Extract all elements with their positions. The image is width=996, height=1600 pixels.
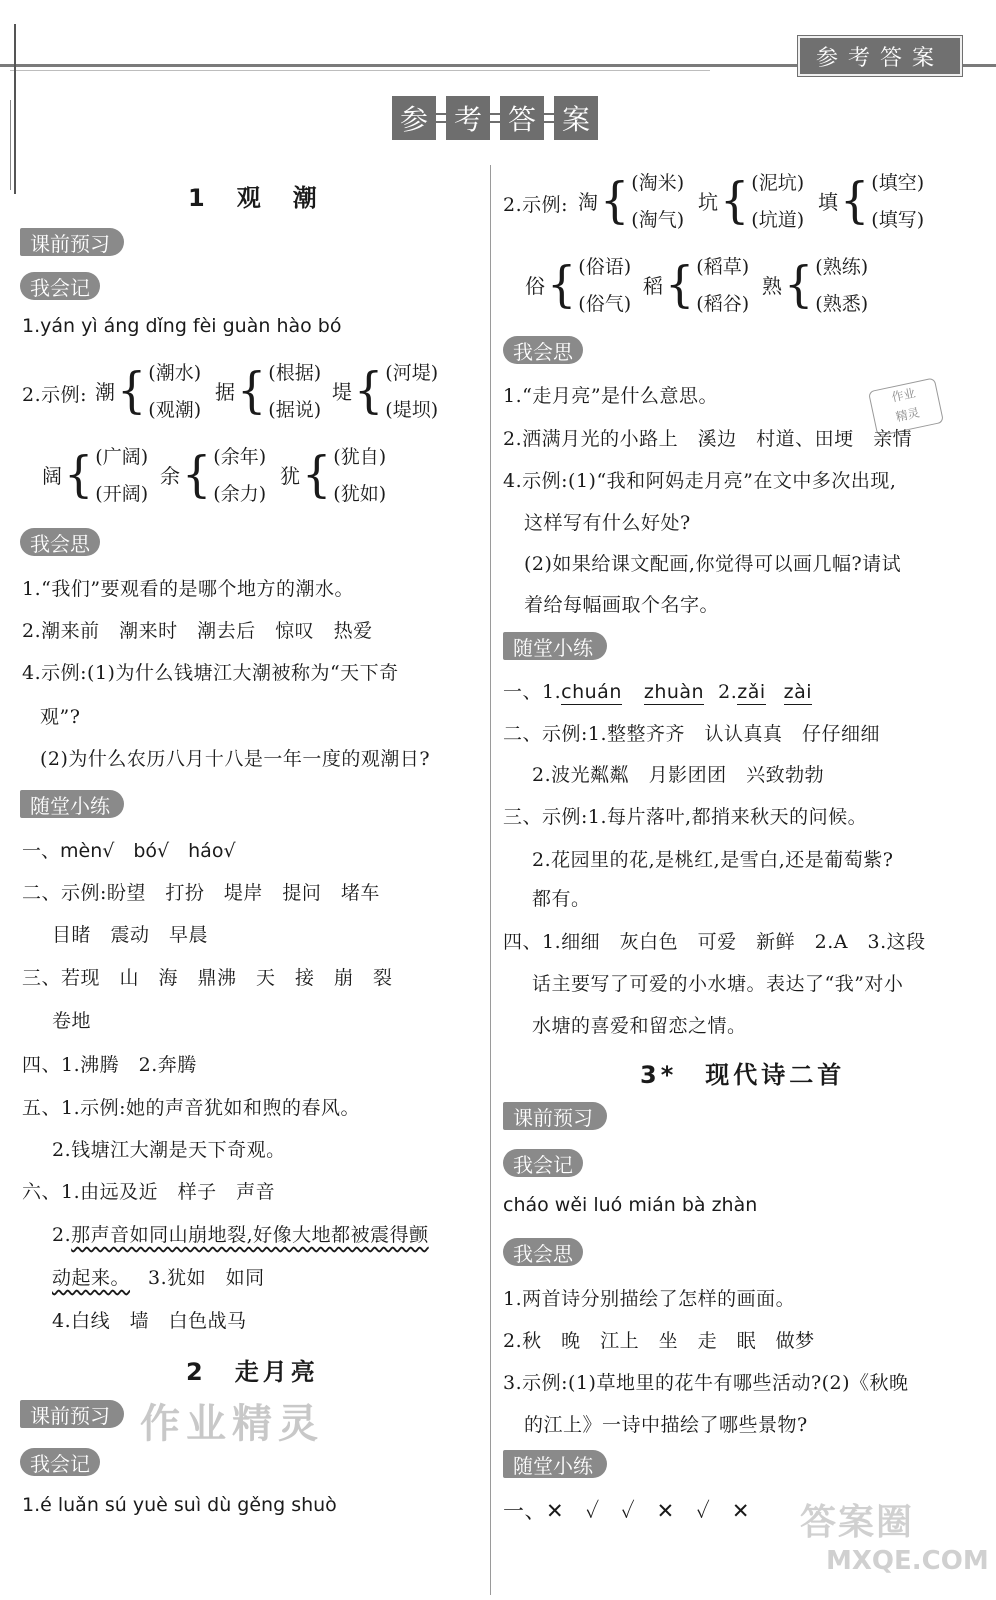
section-tag-practice: 随堂小练 [503, 632, 607, 660]
answer-line: 4.白线 墙 白色战马 [52, 1310, 247, 1332]
title-char: 考 [446, 96, 490, 140]
group-word: (熟悉) [815, 293, 869, 315]
word-group [160, 442, 266, 506]
answer-line: 六、1.由远及近 样子 声音 [22, 1181, 276, 1203]
brace-icon: { [665, 255, 695, 313]
pinyin-answer: zǎi [737, 681, 766, 703]
quoted-sentence: 动起来。 [52, 1267, 131, 1289]
word-group [332, 358, 438, 422]
word-group [762, 252, 868, 316]
brace-icon: { [302, 445, 332, 503]
group-char: 据 [215, 379, 235, 404]
answer-prefix: 2.示例: [22, 384, 88, 406]
answer-line: 三、示例:1.每片落叶,都捎来秋天的问候。 [503, 806, 868, 828]
section-tag-think: 我会思 [503, 336, 583, 364]
answer-line [52, 1263, 265, 1290]
word-group [818, 168, 924, 232]
column-divider [490, 165, 491, 1595]
answer-line: 四、1.细细 灰白色 可爱 新鲜 2.A 3.这段 [503, 931, 926, 953]
group-word: (熟练) [815, 256, 869, 278]
group-word: (淘米) [631, 172, 685, 194]
lesson-title: 2 走月亮 [186, 1358, 319, 1386]
quoted-sentence: 那声音如同山崩地裂,好像大地都被震得颤 [71, 1224, 429, 1246]
section-tag-practice: 随堂小练 [503, 1450, 607, 1478]
lesson-title: 3* 现代诗二首 [640, 1061, 846, 1089]
section-tag-think: 我会思 [503, 1238, 583, 1266]
answer-line: 1.两首诗分别描绘了怎样的画面。 [503, 1288, 796, 1310]
title-dash [436, 113, 446, 123]
group-word: (观潮) [148, 399, 202, 421]
watermark-url: MXQE.COM [826, 1546, 989, 1576]
pinyin-line: 1.yán yì áng dǐng fèi guàn hào bó [22, 315, 342, 337]
pinyin-line: cháo wěi luó mián bà zhàn [503, 1194, 758, 1216]
answer-prefix: 一、1. [503, 681, 562, 703]
answer-line: 卷地 [52, 1010, 92, 1032]
title-dash [544, 113, 554, 123]
answer-line: 二、示例:盼望 打扮 堤岸 提问 堵车 [22, 882, 380, 904]
brace-icon: { [354, 361, 384, 419]
watermark: 答案圈 [800, 1502, 915, 1543]
brace-icon: { [784, 255, 814, 313]
answer-line: 话主要写了可爱的小水塘。表达了“我”对小 [532, 973, 904, 995]
word-group [95, 358, 201, 422]
group-char: 阔 [42, 463, 62, 488]
answer-prefix: 2. [52, 1224, 72, 1246]
corner-tag: 参考答案 [798, 36, 962, 76]
group-word: (泥坑) [751, 172, 805, 194]
group-char: 俗 [525, 273, 545, 298]
answer-line: 4.示例:(1)“我和阿妈走月亮”在文中多次出现, [503, 470, 897, 492]
group-word: (河堤) [385, 362, 439, 384]
brace-icon: { [117, 361, 147, 419]
group-char: 填 [818, 189, 838, 214]
lesson-title: 1 观 潮 [188, 184, 321, 212]
brace-icon: { [64, 445, 94, 503]
word-group [42, 442, 148, 506]
section-tag-remember: 我会记 [20, 272, 100, 300]
answer-line: 4.示例:(1)为什么钱塘江大潮被称为“天下奇 [22, 662, 399, 684]
brace-icon: { [182, 445, 212, 503]
group-char: 淘 [578, 189, 598, 214]
title-char: 案 [554, 96, 598, 140]
stamp-text: 作业 [890, 385, 917, 405]
word-group [698, 168, 804, 232]
brace-icon: { [720, 171, 750, 229]
answer-prefix: 2.示例: [503, 194, 569, 216]
answer-line [52, 1220, 429, 1247]
word-group [280, 442, 386, 506]
answer-text: 3.犹如 如同 [148, 1267, 265, 1289]
pinyin-answer: chuán [561, 681, 622, 703]
group-word: (余年) [213, 446, 267, 468]
answer-line: 2.波光粼粼 月影团团 兴致勃勃 [532, 764, 825, 786]
section-tag-preview: 课前预习 [20, 228, 124, 256]
group-char: 潮 [95, 379, 115, 404]
answer-line: 着给每幅画取个名字。 [524, 594, 720, 616]
group-word: (根据) [268, 362, 322, 384]
answer-line: 水塘的喜爱和留恋之情。 [532, 1015, 747, 1037]
title-char: 参 [392, 96, 436, 140]
group-char: 熟 [762, 273, 782, 298]
answer-line: 1.“走月亮”是什么意思。 [503, 385, 719, 407]
answer-line: 3.示例:(1)草地里的花牛有哪些活动?(2)《秋晚 [503, 1372, 909, 1394]
pinyin-answer: zhuàn [643, 681, 705, 703]
section-tag-remember: 我会记 [503, 1149, 583, 1177]
group-word: (淘气) [631, 209, 685, 231]
word-group [525, 252, 631, 316]
word-group [643, 252, 749, 316]
answer-line: (2)如果给课文配画,你觉得可以画几幅?请试 [524, 553, 902, 575]
answer-line: 2.秋 晚 江上 坐 走 眠 做梦 [503, 1330, 815, 1352]
group-word: (俗语) [578, 256, 632, 278]
section-tag-remember: 我会记 [20, 1448, 100, 1476]
answer-line: (2)为什么农历八月十八是一年一度的观潮日? [40, 748, 431, 770]
section-tag-preview: 课前预习 [20, 1400, 124, 1428]
answer-line: 这样写有什么好处? [524, 512, 691, 534]
title-char: 答 [500, 96, 544, 140]
word-group [215, 358, 321, 422]
word-group [578, 168, 684, 232]
group-word: (犹自) [333, 446, 387, 468]
stamp-text: 精灵 [894, 405, 921, 425]
margin-rule-thin [10, 100, 11, 190]
answer-line: 五、1.示例:她的声音犹如和煦的春风。 [22, 1097, 361, 1119]
group-word: (潮水) [148, 362, 202, 384]
answer-prefix: 2. [718, 681, 738, 703]
answer-line: 一、mèn√ bó√ háo√ [22, 840, 236, 862]
group-word: (填空) [871, 172, 925, 194]
group-word: (开阔) [95, 483, 149, 505]
brace-icon: { [547, 255, 577, 313]
group-word: (余力) [213, 483, 267, 505]
answer-line: 的江上》一诗中描绘了哪些景物? [524, 1414, 808, 1436]
answer-line: 都有。 [532, 888, 591, 910]
group-word: (广阔) [95, 446, 149, 468]
group-word: (据说) [268, 399, 322, 421]
answer-line: 一、✕ ✓ ✓ ✕ ✓ ✕ [503, 1499, 750, 1523]
group-char: 堤 [332, 379, 352, 404]
group-char: 犹 [280, 463, 300, 488]
group-word: (填写) [871, 209, 925, 231]
answer-line: 2.洒满月光的小路上 溪边 村道、田埂 亲情 [503, 428, 913, 450]
brace-icon: { [840, 171, 870, 229]
answer-line: 目睹 震动 早晨 [52, 924, 209, 946]
section-tag-think: 我会思 [20, 528, 100, 556]
pinyin-line: 1.é luǎn sú yuè suì dù gěng shuò [22, 1494, 337, 1516]
section-tag-preview: 课前预习 [503, 1102, 607, 1130]
group-word: (犹如) [333, 483, 387, 505]
answer-line: 2.钱塘江大潮是天下奇观。 [52, 1139, 286, 1161]
answer-line: 四、1.沸腾 2.奔腾 [22, 1054, 197, 1076]
brace-icon: { [600, 171, 630, 229]
answer-line: 2.花园里的花,是桃红,是雪白,还是葡萄紫? [532, 849, 894, 871]
answer-line: 1.“我们”要观看的是哪个地方的潮水。 [22, 578, 355, 600]
answer-line: 三、若现 山 海 鼎沸 天 接 崩 裂 [22, 967, 393, 989]
title-dash [490, 113, 500, 123]
section-tag-practice: 随堂小练 [20, 790, 124, 818]
watermark: 作业精灵 [140, 1401, 324, 1447]
brace-icon: { [237, 361, 267, 419]
answer-line: 观”? [40, 706, 81, 728]
page-title [392, 96, 598, 140]
margin-rule [14, 24, 16, 194]
group-word: (堤坝) [385, 399, 439, 421]
group-char: 坑 [698, 189, 718, 214]
group-word: (坑道) [751, 209, 805, 231]
group-word: (俗气) [578, 293, 632, 315]
group-char: 稻 [643, 273, 663, 298]
group-word: (稻谷) [696, 293, 750, 315]
answer-line [503, 677, 812, 704]
pinyin-answer: zài [783, 681, 813, 703]
group-word: (稻草) [696, 256, 750, 278]
answer-line: 2.潮来前 潮来时 潮去后 惊叹 热爱 [22, 620, 373, 642]
answer-line: 二、示例:1.整整齐齐 认认真真 仔仔细细 [503, 723, 881, 745]
header-rule-thin [10, 70, 710, 71]
group-char: 余 [160, 463, 180, 488]
